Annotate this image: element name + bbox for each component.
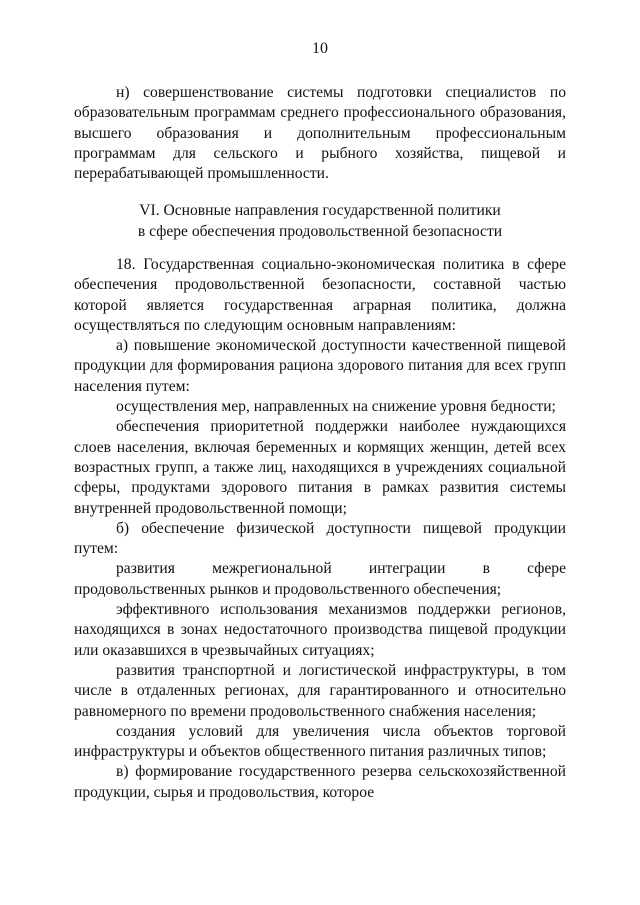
intro-block: [74, 83, 566, 184]
paragraph-a-item-1: осуществления мер, направленных на снижение уровня бедности;: [116, 398, 556, 416]
paragraph-b-item-4: создания условий для увеличения числа объектов торговой инфраструктуры и объектов общественного питания различных типов;: [74, 722, 566, 761]
paragraph-18: 18. Государственная социально-экономическая политика в сфере обеспечения продовольственной безопасности, составной частью которой является государственная аграрная политика, должна осуществляться по следующим основным направлениям:: [74, 256, 566, 334]
paragraph-a-item-2: обеспечения приоритетной поддержки наиболее нуждающихся слоев населения, включая беременных и кормящих женщин, детей всех возрастных групп, а также лиц, находящихся в учреждениях социальной сферы, продуктами здорового питания в рамках развития системы внутренней продовольственной помощи;: [74, 418, 566, 517]
paragraph-b-item-1: развития межрегиональной интеграции в сфере продовольственных рынков и продовольственного обеспечения;: [74, 560, 566, 598]
paragraph-a: а) повышение экономической доступности качественной пищевой продукции для формирования рациона здорового питания для всех групп населения путем:: [74, 337, 566, 395]
paragraph-b-item-2: эффективного использования механизмов поддержки регионов, находящихся в зонах недостаточного производства пищевой продукции или оказавшихся в чрезвычайных ситуациях;: [74, 601, 566, 659]
section-heading-line-2: в сфере обеспечения продовольственной безопасности: [137, 223, 503, 240]
main-text-block: [74, 255, 566, 803]
paragraph-b-item-3: развития транспортной и логистической инфраструктуры, в том числе в отдаленных регионах, для гарантированного и относительно равномерного по времени продовольственного снабжения населения;: [74, 661, 566, 720]
paragraph-b: б) обеспечение физической доступности пищевой продукции путем:: [74, 519, 566, 558]
paragraph-v: в) формирование государственного резерва сельскохозяйственной продукции, сырья и продовольствия, которое: [74, 763, 566, 801]
section-heading-line-1: VI. Основные направления государственной политики: [139, 202, 501, 219]
paragraph-n: н) совершенствование системы подготовки специалистов по образовательным программам среднего профессионального образования, высшего образования и дополнительным профессиональным программам для сельского и рыбного хозяйства, пищевой и перерабатывающей промышленности.: [74, 84, 566, 183]
page-number: 10: [312, 40, 328, 57]
section-heading: [74, 200, 566, 242]
